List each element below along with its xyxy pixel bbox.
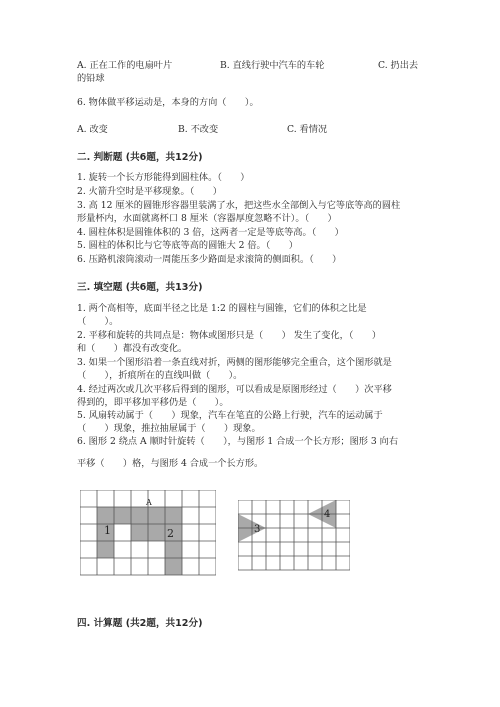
fill-item-6: 6. 图形 2 绕点 A 顺时针旋转（ ），与图形 1 合成一个长方形；图形 3 向右	[77, 436, 399, 447]
tf-item-2: 2. 火箭升空时是平移现象。（ ）	[77, 186, 222, 197]
option-5a: A. 正在工作的电扇叶片	[77, 60, 173, 71]
fill-item-1-cont: （ ）。	[77, 316, 119, 327]
fill-item-5: 5. 风扇转动属于（ ）现象，汽车在笔直的公路上行驶，汽车的运动属于	[77, 410, 383, 421]
fill-item-4-cont: 得到的，即平移加平移仍是（ ）。	[77, 397, 229, 408]
tf-item-3: 3. 高 12 厘米的圆锥形容器里装满了水，把这些水全部倒入与它等底等高的圆柱	[77, 200, 401, 211]
grid-figure-shapes-1-2	[80, 490, 216, 584]
fill-item-2-cont: 和（ ）都没有改变化。	[77, 343, 188, 354]
tf-item-3-cont: 形量杯内，水面就离杯口 8 厘米（容器厚度忽略不计）。（ ）	[77, 213, 337, 224]
section-4-title: 四. 计算题 (共2题，共12分)	[77, 618, 203, 629]
label-shape-1: 1	[104, 524, 111, 537]
shape-2	[131, 524, 182, 541]
option-6a: A. 改变	[77, 124, 108, 135]
option-5c: C. 扔出去	[378, 60, 419, 71]
fill-item-1: 1. 两个高相等，底面半径之比是 1:2 的圆柱与圆锥，它们的体积之比是	[77, 303, 367, 314]
tf-item-5: 5. 圆柱的体积比与它等底等高的圆锥大 2 倍。（ ）	[77, 240, 298, 251]
section-2-title: 二. 判断题 (共6题，共12分)	[77, 152, 203, 163]
fill-item-5-cont: （ ）现象，推拉抽屉属于（ ）现象。	[77, 423, 261, 434]
fill-item-6-cont: 平移（ ）格，与图形 4 合成一个长方形。	[77, 458, 264, 469]
fill-item-2: 2. 平移和旋转的共同点是：物体或图形只是（ ） 发生了变化，（ ）	[77, 330, 382, 341]
fill-item-4: 4. 经过两次或几次平移后得到的图形，可以看成是原图形经过（ ）次平移	[77, 384, 392, 395]
label-point-a: A	[146, 498, 152, 507]
option-6b: B. 不改变	[178, 124, 219, 135]
tf-item-1: 1. 旋转一个长方形能得到圆柱体。（ ）	[77, 172, 250, 183]
option-5c-continued: 的铅球	[77, 73, 105, 84]
label-shape-2: 2	[167, 527, 174, 540]
question-6: 6. 物体做平移运动是，本身的方向（ ）。	[77, 97, 259, 108]
section-3-title: 三. 填空题 (共6题，共13分)	[77, 282, 203, 293]
label-triangle-4: 4	[324, 509, 331, 520]
option-6c: C. 看情况	[287, 124, 328, 135]
tf-item-4: 4. 圆柱体积是圆锥体积的 3 倍，这两者一定是等底等高。（ ）	[77, 227, 344, 238]
tf-item-6: 6. 压路机滚筒滚动一周能压多少路面是求滚筒的侧面积。（ ）	[77, 254, 342, 265]
fill-item-3-cont: （ ），折痕所在的直线叫做（ ）。	[77, 370, 243, 381]
fill-item-3: 3. 如果一个图形沿着一条直线对折，两侧的图形能够完全重合，这个图形就是	[77, 357, 392, 368]
option-5b: B. 直线行驶中汽车的车轮	[220, 60, 325, 71]
label-triangle-3: 3	[254, 524, 261, 535]
grid-figure-triangles-3-4	[238, 500, 350, 582]
